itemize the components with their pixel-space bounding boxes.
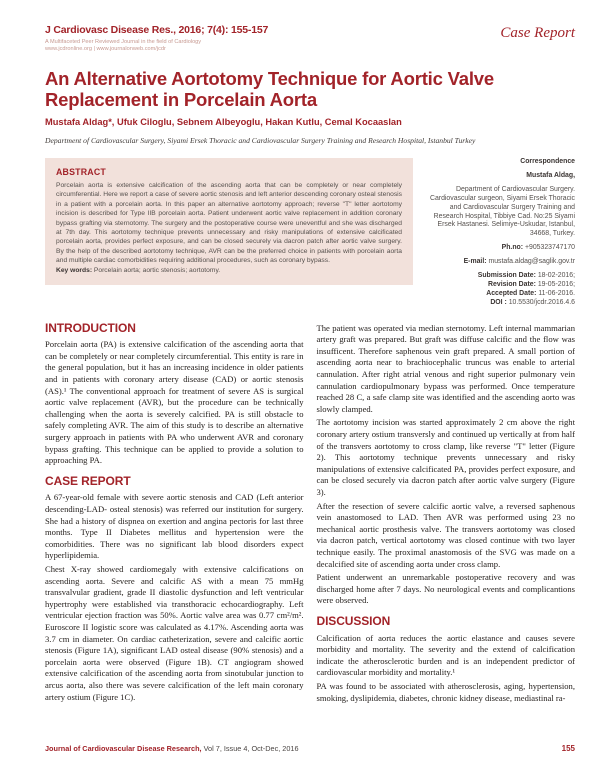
discussion-heading: DISCUSSION <box>316 613 391 628</box>
right-column <box>317 323 576 706</box>
discussion-paragraph-2: PA was found to be associated with atherosclerosis, aging, hypertension, smoking, dyslipidemia, diabetes, chronic kidney disease, mediastinal ra- <box>316 680 575 703</box>
accepted-date-value: 11-06-2016. <box>536 289 575 297</box>
doi-line <box>429 299 575 308</box>
abstract-text: Porcelain aorta is extensive calcification of the ascending aorta that can be completely or near completely circumferential. Here we report a case of severe aortic stenosis and left anterior descending coronary osteal stenosis in a patient with a porcelain aorta. In this paper an alternative aortotomy approach; reverse "T" letter aortotomy incision is described for Type IIB porcelain aorta. Patient underwent aortic valve replacement in addition coronary bypass grafting via sternotomy. The surgery and the postoperative course were uneventful and she was discharged at 7th day. This aortotomy technique prevents unnecessary and risky manipulations of extensive calcificated porcelain aorta, provides perfect exposure, and can be closed securely via dacron patch after aortic valve surgery. By the help of the described aortotomy technique, AVR can be the preferred choice in patients with porcelain aorta and multiple cardiac comorbidities requiring additional procedures, such as coronary bypass. <box>56 182 402 265</box>
article-authors: Mustafa Aldag*, Ufuk Ciloglu, Sebnem Albeyoglu, Hakan Kutlu, Cemal Kocaaslan <box>45 117 402 127</box>
case-report-paragraph-2: Chest X-ray showed cardiomegaly with extensive calcifications on ascending aorta. Severe and calcific AS with a mean 75 mmHg transvalvular gradient, grade II diastolic dysfunction and left ventricular hypertrophy were established via transthoracic echocardiography. Left ventricular ejection fraction was 50%. Aortic valve area was 0.77 cm²/m². Euroscore II logistic score was calculated as 4.17%. Ascending aorta was 3.7 cm in diameter. On cardiac catheterization, severe and calcific aortic stenosis (Figure 1A), significant LAD osteal disease (90% stenosis) and a porcelain aorta were observed (Figure 1B). CT angiogram showed extensive calcification of the ascending aorta from sinotubular junction to arcus aorta, also there was severe calcification of the left main coronary artery ostium (Figure 1C). <box>45 563 304 702</box>
email-link[interactable]: mustafa.aldag@saglik.gov.tr <box>486 258 575 266</box>
page-footer <box>45 744 575 753</box>
correspondence-phone <box>429 244 575 253</box>
abstract-section <box>45 158 413 285</box>
revision-date-label: Revision Date: <box>488 280 536 288</box>
submission-date-line <box>429 272 575 281</box>
submission-date-value: 18-02-2016; <box>535 272 575 280</box>
correspondence-email <box>429 258 575 267</box>
journal-citation: J Cardiovasc Disease Res., 2016; 7(4): 155-157 <box>45 24 269 36</box>
keywords-line <box>56 267 220 274</box>
accepted-date-label: Accepted Date: <box>486 289 537 297</box>
revision-date-line <box>429 281 575 290</box>
phone-value: +905323747170 <box>523 244 575 252</box>
footer-issue-info: Vol 7, Issue 4, Oct-Dec, 2016 <box>201 744 299 753</box>
phone-label: Ph.no: <box>501 244 524 252</box>
correspondence-address: Department of Cardiovascular Surgery. Cardiovascular surgeon, Siyami Ersek Thoracic and Cardiovascular Surgery Training and Research Hospital, Tibbiye Cad. No:25 Siyami Ersek Hastanesi. Selimiye-Uskudar, Istanbul, 34668, Turkey. <box>429 185 575 238</box>
article-type-label: Case Report <box>500 25 575 41</box>
article-title: An Alternative Aortotomy Technique for Aortic Valve Replacement in Porcelain Aorta <box>45 68 494 110</box>
procedure-paragraph-2: The aortotomy incision was started approximately 2 cm above the right coronary artery ostium transversly and continued up vertically at from half of the transvers aortotomy to cross clamp, like reverse "T" letter (Figure 2). This aortotomy technique prevents unnecessary and risky manipulations of extensive calcificated PA, provides perfect exposure, and can be closed securely via dacron patch after aortic valve surgery (Figure 3). <box>316 417 575 497</box>
body-columns <box>45 320 575 706</box>
keywords-text: Porcelain aorta; aortic stenosis; aortotomy. <box>92 266 221 274</box>
abstract-body <box>56 181 402 275</box>
discussion-paragraph-1: Calcification of aorta reduces the aortic elastance and causes severe morbidity and mortality. The severity and the extend of calcification indicate the atherosclerotic burden and is an independent predictor of cardiovascular morbidity and mortality.¹ <box>316 632 575 678</box>
case-report-heading: CASE REPORT <box>45 473 131 488</box>
footer-journal-name: Journal of Cardiovascular Disease Research, <box>45 744 202 753</box>
case-report-paragraph-1: A 67-year-old female with severe aortic stenosis and CAD (Left anterior descending-LAD- osteal stenosis) was referred our institution for surgery. She had a history of dispnea on exertion and angina pectoris for last three months. Type II Diabetes mellitus and hypertension were the comorbidities. There was no significant lab blood disorders expect hyperlipidemia. <box>45 492 304 561</box>
abstract-heading: ABSTRACT <box>56 167 106 177</box>
journal-tagline: A Multifaceted Peer Reviewed Journal in the field of Cardiology <box>45 38 202 45</box>
procedure-paragraph-4: Patient underwent an unremarkable postoperative recovery and was discharged home after 7 days. No neurological events and complicantions were observed. <box>316 572 575 606</box>
introduction-heading: INTRODUCTION <box>45 320 136 335</box>
email-label: E-mail: <box>463 258 487 266</box>
abstract-row <box>45 158 575 308</box>
revision-date-value: 19-05-2016; <box>535 280 575 288</box>
keywords-label: Key words: <box>56 266 93 274</box>
masthead <box>45 24 575 52</box>
correspondence-name: Mustafa Aldag, <box>526 171 575 179</box>
accepted-date-line <box>429 290 575 299</box>
correspondence-heading: Correspondence <box>520 158 575 165</box>
introduction-paragraph: Porcelain aorta (PA) is extensive calcification of the ascending aorta that can be completely or near completely circumferential. This entity is rare in the general population, but it has an increasing incidence in older patients and in patients with coronary artery disease (CAD) or aortic stenosis (AS).¹ The conventional approach for treatment of severe AS is surgical aortic valve replacement (AVR), but the procedure can be technically challenging when the aorta is severely calcified. PA is still obstacle to safely completing AVR. The aim of this study is to describe an alternative surgery approach in patients with PA who underwent AVR and coronary bypass grafting. This technique can be applied to provide a solution to approaching PA. <box>45 339 304 466</box>
doi-label: DOI : <box>490 298 507 306</box>
article-affiliation: Department of Cardiovascular Surgery, Siyami Ersek Thoracic and Cardiovascular Surgery Training and Research Hospital, Istanbul Turkey <box>45 136 476 145</box>
doi-value: 10.5530/jcdr.2016.4.6 <box>506 298 575 306</box>
page-number: 155 <box>561 744 575 753</box>
left-column <box>45 320 304 706</box>
footer-journal-line <box>45 744 299 753</box>
correspondence-sidebar <box>429 158 575 308</box>
masthead-left <box>45 24 268 52</box>
submission-date-label: Submission Date: <box>477 272 536 280</box>
procedure-paragraph-1: The patient was operated via median sternotomy. Left internal mammarian artery graft was prepared. But graft was diffuse calcific and the flow was insufficent. Therefore saphenous vein graft prepared. A small portion of ascending aorta near to brachiocephalic truncus was enable to arterial cannulation. After right atrial venous and right superior pulmonary vein cannulation cardiopulmonary bypass was performed. Once temperature reached 28 C, a safe clamp site was identified and the ascending aorto was slowly clamped. <box>316 322 575 414</box>
journal-urls-link[interactable]: www.jcdronline.org | www.journalonweb.com/jcdr <box>45 46 166 52</box>
procedure-paragraph-3: After the resection of severe calcific aortic valve, a reversed saphenous vein anastomosed to LAD. Then AVR was performed using 23 no mechanical aortic prosthesis valve. The transvers aortotomy was closed via dacron patch, vertical aortotomy was closed continue with two layer technique easily. The proximal anastomosis of the SVG was made on a decalcified site of ascending aorta under cross clamp. <box>316 500 575 569</box>
